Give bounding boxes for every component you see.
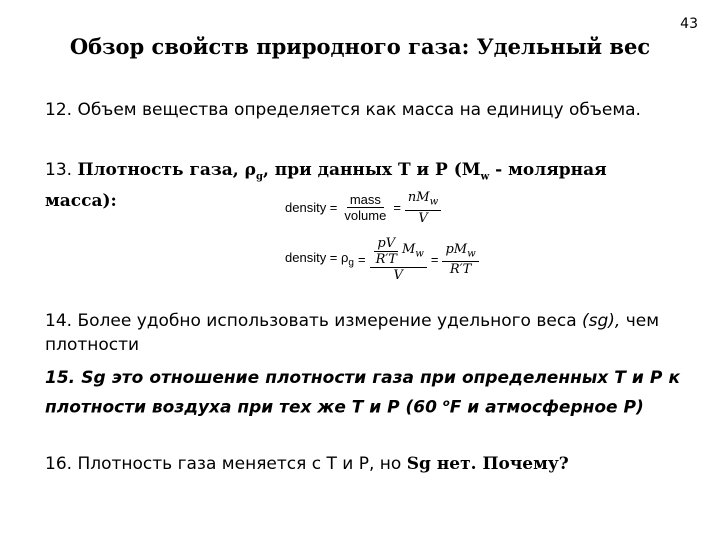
formula1-num1: mass bbox=[347, 192, 384, 208]
formula1-fraction-2 bbox=[405, 190, 441, 226]
item-13-bold-b: , при данных Т и Р (M bbox=[262, 160, 481, 180]
formula1-den2: V bbox=[418, 210, 428, 226]
formula2-den2: R′T bbox=[449, 262, 472, 278]
formula2-eq1: = bbox=[357, 252, 366, 267]
item-13-sub-w: w bbox=[480, 171, 490, 183]
formula2-lhs: density = $\rho_g$ bbox=[285, 250, 354, 269]
item-13-bold-c: - молярная масса): bbox=[45, 160, 607, 212]
formula2-big-fraction bbox=[370, 236, 427, 283]
formula2-big-num bbox=[370, 236, 427, 268]
item-13-bold-a: Плотность газа, ρ bbox=[77, 160, 256, 180]
item-12: 12. Объем вещества определяется как масса на единицу объема. bbox=[45, 100, 641, 120]
slide-title: Обзор свойств природного газа: Удельный вес bbox=[69, 34, 651, 59]
formula2-inner-m: $M_w$ bbox=[401, 241, 424, 260]
item-14-text: 14. Более удобно использовать измерение удельного веса bbox=[45, 311, 583, 331]
item-16 bbox=[45, 452, 680, 476]
item-14-sg: (sg), bbox=[582, 311, 621, 331]
item-14-rest: чем плотности bbox=[45, 311, 660, 355]
page-number: 43 bbox=[680, 16, 698, 32]
formula2-inner-num: pV bbox=[374, 236, 398, 252]
formula2-inner-den: R′T bbox=[375, 252, 397, 267]
item-15-degree: o bbox=[442, 398, 450, 409]
formula-density-1 bbox=[285, 190, 441, 226]
formula2-eq2: = bbox=[430, 252, 439, 267]
item-15-text-a: 15. Sg это отношение плотности газа при определенных Т и Р к плотности воздуха при тех же Т и Р (60 bbox=[45, 368, 680, 418]
formula1-eq: = bbox=[393, 200, 401, 216]
formula1-num2: $nM_w$ bbox=[405, 190, 441, 211]
item-16-bold: Sg нет. Почему? bbox=[406, 454, 569, 474]
formula2-inner-fraction bbox=[373, 236, 400, 267]
item-13-number: 13. bbox=[45, 160, 78, 180]
formula1-lhs: density = bbox=[285, 200, 338, 216]
formula2-fraction-2 bbox=[442, 242, 478, 278]
formula-density-2 bbox=[285, 236, 479, 283]
item-14 bbox=[45, 309, 680, 357]
item-15-text-b: F и атмосферное Р) bbox=[449, 397, 644, 418]
formula2-num2: $pM_w$ bbox=[442, 242, 478, 263]
formula2-big-den: V bbox=[393, 268, 403, 283]
item-15 bbox=[45, 365, 680, 421]
item-13-sub-g: g bbox=[255, 171, 263, 183]
item-16-text: 16. Плотность газа меняется с Т и Р, но bbox=[45, 454, 407, 474]
formula1-den1: volume bbox=[344, 208, 387, 224]
formula1-fraction-1 bbox=[341, 192, 389, 223]
